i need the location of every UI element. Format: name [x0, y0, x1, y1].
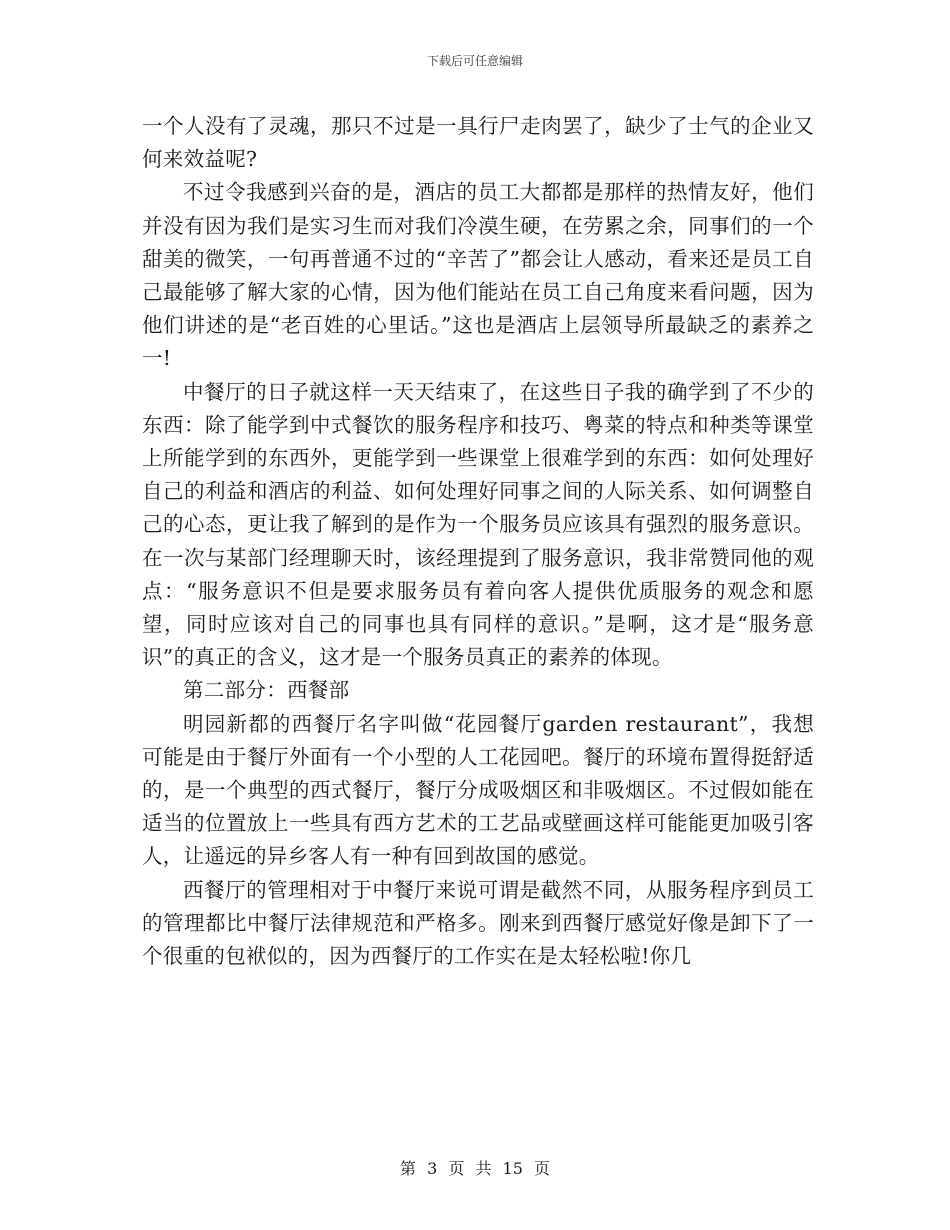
- page-header-note: 下载后可任意编辑: [426, 54, 523, 68]
- paragraph-5: 西餐厅的管理相对于中餐厅来说可谓是截然不同，从服务程序到员工的管理都比中餐厅法律规范和严格多。刚来到西餐厅感觉好像是卸下了一个很重的包袱似的，因为西餐厅的工作实在是太轻松啦!你几: [142, 877, 814, 969]
- page-number-footer: 第 3 页 共 15 页: [400, 1159, 550, 1178]
- paragraph-2: 不过令我感到兴奋的是，酒店的员工大都都是那样的热情友好，他们并没有因为我们是实习生而对我们冷漠生硬，在劳累之余，同事们的一个甜美的微笑，一句再普通不过的“辛苦了”都会让人感动，看来还是员工自己最能够了解大家的心情，因为他们能站在员工自己角度来看问题，因为他们讲述的是“老百姓的心里话。”这也是酒店上层领导所最缺乏的素养之一!: [142, 180, 814, 371]
- paragraph-3: 中餐厅的日子就这样一天天结束了，在这些日子我的确学到了不少的东西：除了能学到中式餐饮的服务程序和技巧、粤菜的特点和种类等课堂上所能学到的东西外，更能学到一些课堂上很难学到的东西：如何处理好自己的利益和酒店的利益、如何处理好同事之间的人际关系、如何调整自己的心态，更让我了解到的是作为一个服务员应该具有强烈的服务意识。在一次与某部门经理聊天时，该经理提到了服务意识，我非常赞同他的观点：“服务意识不但是要求服务员有着向客人提供优质服务的观念和愿望，同时应该对自己的同事也具有同样的意识。”是啊，这才是“服务意识”的真正的含义，这才是一个服务员真正的素养的体现。: [142, 379, 814, 670]
- paragraph-1: 一个人没有了灵魂，那只不过是一具行尸走肉罢了，缺少了士气的企业又何来效益呢?: [142, 114, 814, 172]
- section-heading: 第二部分：西餐部: [183, 678, 350, 703]
- paragraph-4: 明园新都的西餐厅名字叫做“花园餐厅garden restaurant”，我想可能是由于餐厅外面有一个小型的人工花园吧。餐厅的环境布置得挺舒适的，是一个典型的西式餐厅，餐厅分成吸烟区和非吸烟区。不过假如能在适当的位置放上一些具有西方艺术的工艺品或壁画这样可能能更加吸引客人，让遥远的异乡客人有一种有回到故国的感觉。: [142, 711, 814, 869]
- document-body: [142, 110, 814, 973]
